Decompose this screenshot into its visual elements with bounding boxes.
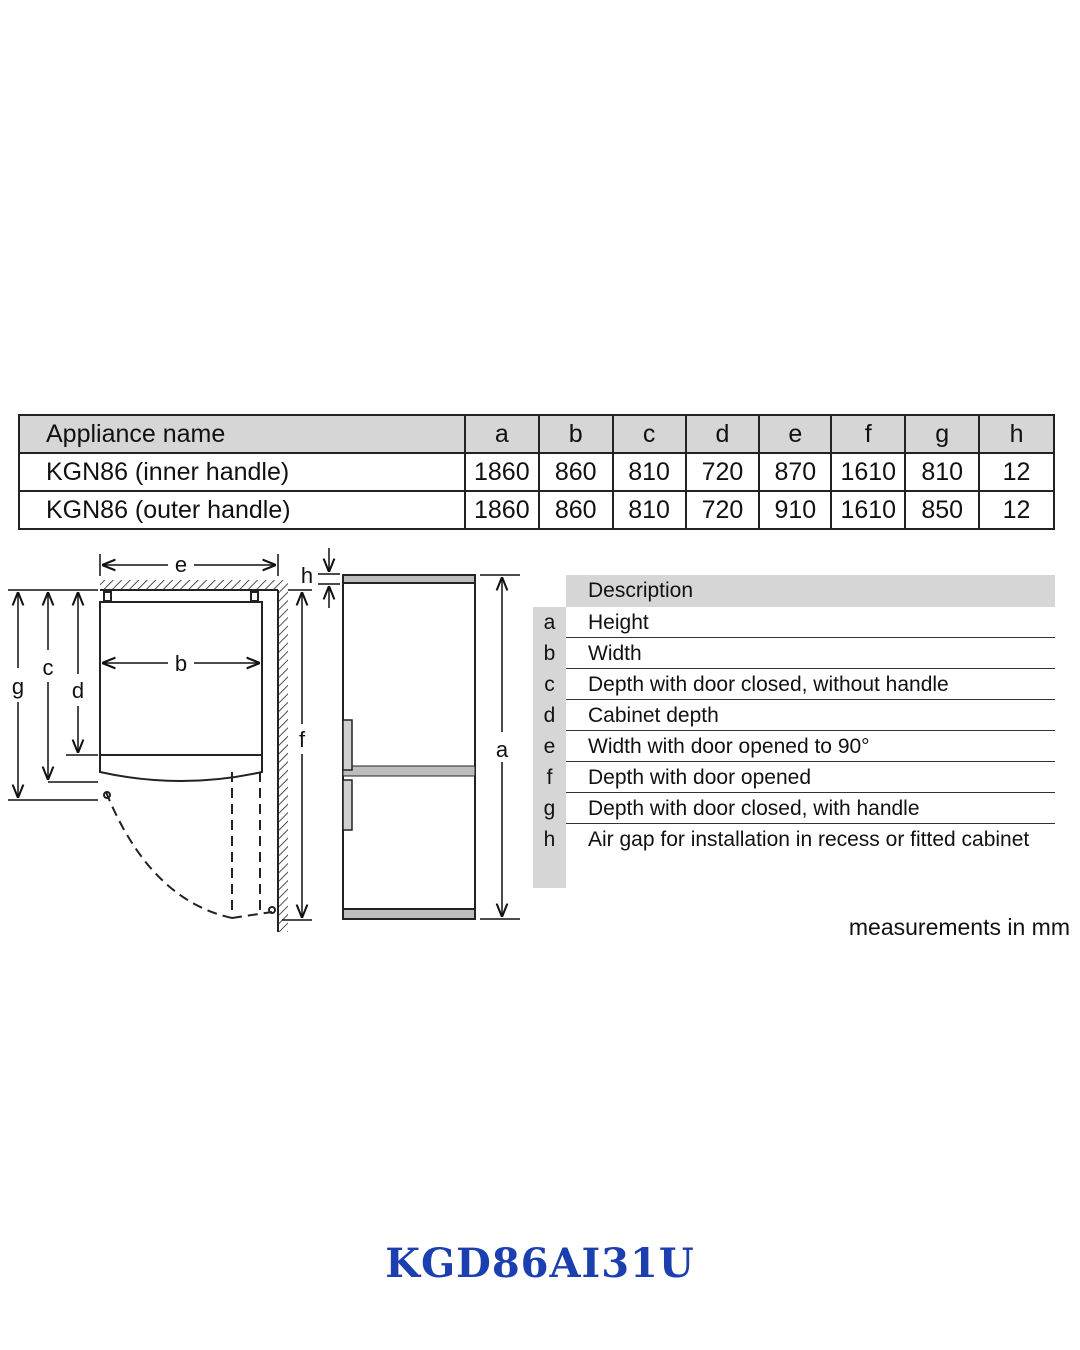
header-h: h bbox=[979, 415, 1054, 453]
cell-appliance-name: KGN86 (outer handle) bbox=[19, 491, 465, 529]
cell-e: 910 bbox=[759, 491, 831, 529]
legend-item bbox=[533, 762, 1055, 793]
legend-key: e bbox=[543, 735, 556, 758]
cell-f: 1610 bbox=[831, 453, 905, 491]
installation-diagram bbox=[0, 540, 530, 940]
header-b: b bbox=[539, 415, 613, 453]
label-e: e bbox=[174, 552, 188, 577]
cell-a: 1860 bbox=[465, 453, 539, 491]
cell-c: 810 bbox=[613, 491, 686, 529]
legend-text: Depth with door closed, with handle bbox=[588, 797, 920, 820]
cell-d: 720 bbox=[686, 453, 760, 491]
cell-g: 850 bbox=[905, 491, 979, 529]
header-appliance-name: Appliance name bbox=[19, 415, 465, 453]
units-note: measurements in mm bbox=[848, 914, 1070, 940]
model-name: KGD86AI31U bbox=[385, 1240, 695, 1287]
legend-text: Depth with door closed, without handle bbox=[588, 673, 949, 696]
label-g: g bbox=[11, 674, 25, 699]
legend-item bbox=[533, 793, 1055, 824]
legend-key: b bbox=[543, 642, 556, 665]
legend-text: Depth with door opened bbox=[588, 766, 811, 789]
cell-d: 720 bbox=[686, 491, 760, 529]
header-a: a bbox=[465, 415, 539, 453]
label-f: f bbox=[298, 727, 306, 752]
dimension-d bbox=[66, 592, 98, 755]
legend-item bbox=[533, 824, 1055, 855]
legend-text: Width bbox=[588, 642, 642, 665]
cell-b: 860 bbox=[539, 453, 613, 491]
table-header-row bbox=[19, 415, 1054, 453]
fridge-side-view bbox=[343, 575, 475, 919]
header-f: f bbox=[831, 415, 905, 453]
fridge-top-view bbox=[100, 592, 275, 918]
cell-g: 810 bbox=[905, 453, 979, 491]
cell-h: 12 bbox=[979, 453, 1054, 491]
label-h: h bbox=[300, 563, 314, 588]
legend-item bbox=[533, 607, 1055, 638]
legend-key: d bbox=[543, 704, 556, 727]
header-g: g bbox=[905, 415, 979, 453]
cell-b: 860 bbox=[539, 491, 613, 529]
legend-item bbox=[533, 669, 1055, 700]
table-row bbox=[19, 491, 1054, 529]
legend-item bbox=[533, 731, 1055, 762]
legend-header-label: Description bbox=[588, 579, 694, 602]
label-b: b bbox=[174, 651, 188, 676]
label-d: d bbox=[71, 678, 85, 703]
dimensions-table bbox=[18, 414, 1055, 530]
label-c: c bbox=[42, 655, 54, 680]
legend-text: Width with door opened to 90° bbox=[588, 735, 870, 758]
legend-text: Height bbox=[588, 611, 649, 634]
cell-f: 1610 bbox=[831, 491, 905, 529]
legend-key: h bbox=[543, 828, 556, 851]
legend-key: g bbox=[543, 797, 556, 820]
cell-h: 12 bbox=[979, 491, 1054, 529]
legend-item bbox=[533, 638, 1055, 669]
legend-key: a bbox=[543, 611, 556, 634]
cell-c: 810 bbox=[613, 453, 686, 491]
header-e: e bbox=[759, 415, 831, 453]
dimension-h bbox=[318, 548, 340, 608]
legend-text: Cabinet depth bbox=[588, 704, 719, 727]
dimension-e bbox=[100, 554, 278, 576]
legend-key: f bbox=[546, 766, 553, 789]
table-row bbox=[19, 453, 1054, 491]
header-d: d bbox=[686, 415, 760, 453]
legend-key: c bbox=[544, 673, 555, 696]
cell-appliance-name: KGN86 (inner handle) bbox=[19, 453, 465, 491]
label-a: a bbox=[495, 737, 509, 762]
cell-e: 870 bbox=[759, 453, 831, 491]
legend-text: Air gap for installation in recess or fitted cabinet bbox=[588, 828, 1030, 851]
legend-item bbox=[533, 700, 1055, 731]
dimension-legend bbox=[533, 575, 1055, 888]
legend-header bbox=[566, 575, 1055, 607]
header-c: c bbox=[613, 415, 686, 453]
cell-a: 1860 bbox=[465, 491, 539, 529]
